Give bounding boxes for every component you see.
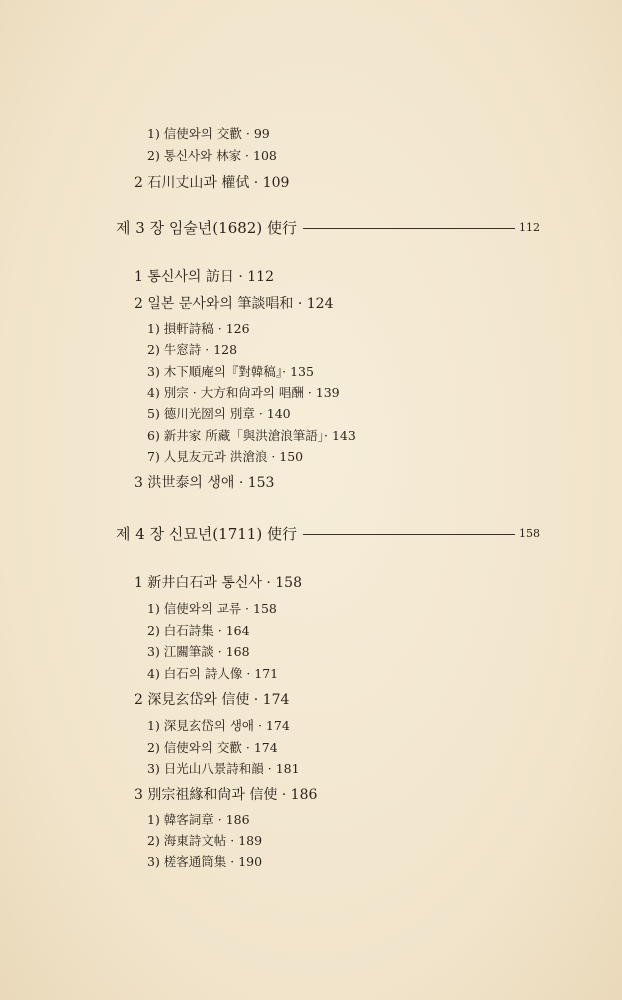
chapter-title: 제 3 장 임술년(1682) 使行 — [116, 219, 297, 237]
toc-subsection: 3) 江關筆談 · 168 — [147, 644, 250, 659]
toc-subsection: 1) 韓客詞章 · 186 — [147, 812, 250, 827]
toc-subsection: 4) 白石의 詩人像 · 171 — [147, 666, 279, 681]
toc-subsection: 3) 槎客通筒集 · 190 — [147, 854, 263, 869]
toc-subsection: 6) 新井家 所藏「與洪滄浪筆語」· 143 — [147, 428, 356, 443]
toc-subsection: 1) 損軒詩稿 · 126 — [147, 321, 250, 336]
toc-subsection: 2) 海東詩文帖 · 189 — [147, 833, 263, 848]
toc-subsection: 3) 木下順庵의『對韓稿』· 135 — [147, 364, 314, 379]
toc-subsection: 4) 別宗 · 大方和尙과의 唱酬 · 139 — [147, 385, 340, 400]
toc-subsection: 2) 牛窓詩 · 128 — [147, 342, 238, 357]
toc-subsection: 2) 信使와의 交歡 · 174 — [147, 740, 278, 755]
toc-subsection: 1) 信使와의 交歡 · 99 — [147, 126, 270, 141]
toc-section: 1 新井白石과 통신사 · 158 — [134, 575, 302, 591]
leader-rule — [303, 228, 515, 229]
toc-chapter-3 — [116, 217, 540, 238]
toc-subsection: 3) 日光山八景詩和韻 · 181 — [147, 761, 300, 776]
toc-chapter-4 — [116, 523, 540, 544]
toc-subsection: 2) 통신사와 林家 · 108 — [147, 148, 277, 163]
chapter-title: 제 4 장 신묘년(1711) 使行 — [116, 525, 297, 543]
toc-section: 3 洪世泰의 생애 · 153 — [134, 475, 275, 491]
toc-subsection: 5) 德川光圀의 別章 · 140 — [147, 406, 291, 421]
toc-section: 1 통신사의 訪日 · 112 — [134, 269, 274, 285]
toc-section: 2 石川丈山과 權侙 · 109 — [134, 175, 290, 191]
toc-subsection: 1) 深見玄岱의 생애 · 174 — [147, 718, 290, 733]
toc-section: 2 深見玄岱와 信使 · 174 — [134, 692, 290, 708]
leader-rule — [303, 534, 515, 535]
toc-section: 2 일본 문사와의 筆談唱和 · 124 — [134, 296, 334, 312]
toc-section: 3 別宗祖緣和尙과 信使 · 186 — [134, 787, 318, 803]
toc-subsection: 2) 白石詩集 · 164 — [147, 623, 250, 638]
toc-subsection: 7) 人見友元과 洪滄浪 · 150 — [147, 449, 304, 464]
toc-subsection: 1) 信使와의 교류 · 158 — [147, 601, 277, 616]
chapter-page: 112 — [519, 221, 540, 234]
chapter-page: 158 — [519, 527, 540, 540]
